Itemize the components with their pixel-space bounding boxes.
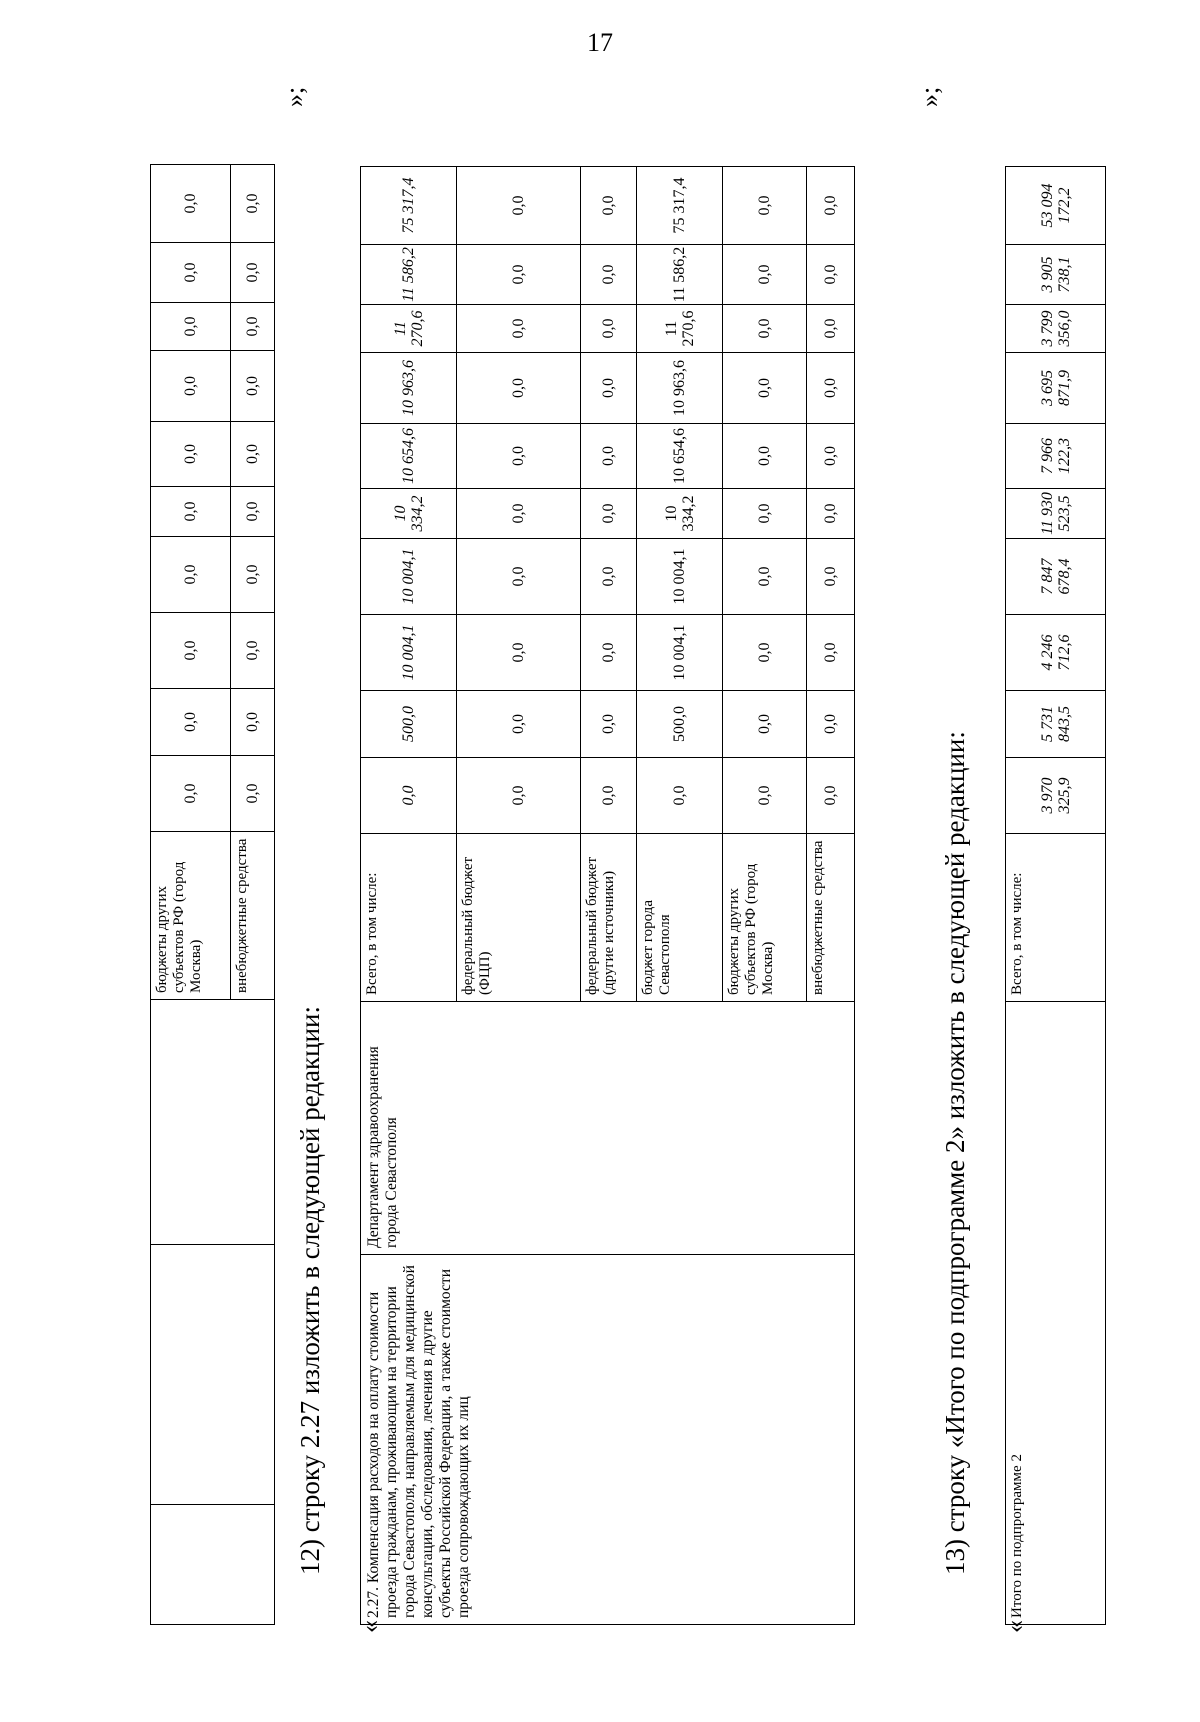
value-cell: 3 799 356,0 (1006, 305, 1106, 353)
value-cell: 0,0 (581, 167, 637, 245)
value-cell: 0,0 (723, 424, 807, 489)
value-cell: 11 586,2 (637, 245, 723, 305)
value-cell: 11 270,6 (361, 305, 457, 353)
value-cell: 10 004,1 (361, 615, 457, 691)
funding-table-continuation (150, 164, 275, 1625)
funding-source: внебюджетные средства (807, 834, 855, 1002)
value-cell: 0,0 (151, 243, 231, 303)
value-cell: 0,0 (361, 758, 457, 834)
value-cell: 10 004,1 (637, 539, 723, 615)
value-cell: 0,0 (457, 167, 581, 245)
value-cell: 0,0 (231, 422, 275, 487)
value-cell: 0,0 (581, 305, 637, 353)
value-cell: 500,0 (361, 691, 457, 758)
value-cell: 10 334,2 (361, 489, 457, 539)
value-cell: 0,0 (723, 691, 807, 758)
value-cell: 0,0 (231, 303, 275, 351)
value-cell: 0,0 (457, 615, 581, 691)
value-cell: 0,0 (457, 489, 581, 539)
page-number: 17 (587, 28, 613, 57)
amendment-heading-12: 12) строку 2.27 изложить в следующей редакции: (295, 1005, 325, 1575)
value-cell: 0,0 (807, 353, 855, 424)
funding-source: бюджеты других субъектов РФ (город Москва) (151, 832, 231, 1000)
value-cell: 0,0 (807, 424, 855, 489)
value-cell: 0,0 (231, 689, 275, 756)
closing-quote: »; (915, 86, 944, 107)
value-cell: 0,0 (807, 758, 855, 834)
value-cell: 0,0 (723, 489, 807, 539)
value-cell: 0,0 (231, 613, 275, 689)
value-cell: 0,0 (231, 537, 275, 613)
value-cell: 0,0 (581, 245, 637, 305)
value-cell: 0,0 (807, 691, 855, 758)
value-cell: 0,0 (151, 613, 231, 689)
funding-source: федеральный бюджет (другие источники) (581, 834, 637, 1002)
value-cell: 0,0 (581, 353, 637, 424)
empty-cell (151, 1000, 275, 1245)
value-cell: 7 847 678,4 (1006, 539, 1106, 615)
value-cell: 0,0 (581, 539, 637, 615)
value-cell: 3 695 871,9 (1006, 353, 1106, 424)
value-cell: 0,0 (457, 245, 581, 305)
value-cell: 0,0 (231, 756, 275, 832)
value-cell: 75 317,4 (361, 167, 457, 245)
value-cell: 0,0 (151, 422, 231, 487)
value-cell: 0,0 (151, 303, 231, 351)
value-cell: 10 963,6 (637, 353, 723, 424)
value-cell: 75 317,4 (637, 167, 723, 245)
value-cell: 0,0 (581, 691, 637, 758)
value-cell: 10 963,6 (361, 353, 457, 424)
value-cell: 3 905 738,1 (1006, 245, 1106, 305)
value-cell: 0,0 (637, 758, 723, 834)
value-cell: 0,0 (807, 167, 855, 245)
value-cell: 0,0 (807, 615, 855, 691)
value-cell: 0,0 (231, 243, 275, 303)
value-cell: 0,0 (723, 539, 807, 615)
activity-description: 2.27. Компенсация расходов на оплату стоимости проезда гражданам, проживающим на территории города Севастополя, направляемым для медицинской консультации, обследования, лечения в другие субъекты Российской Федерации, а также стоимости проезда сопровождающих их лиц (361, 1255, 855, 1625)
value-cell: 0,0 (723, 245, 807, 305)
value-cell: 0,0 (231, 487, 275, 537)
value-cell: 0,0 (151, 756, 231, 832)
executor-cell: Департамент здравоохранения города Севастополя (361, 1002, 855, 1255)
value-cell: 10 004,1 (361, 539, 457, 615)
value-cell: 3 970 325,9 (1006, 758, 1106, 834)
value-cell: 0,0 (807, 305, 855, 353)
value-cell: 0,0 (807, 245, 855, 305)
value-cell: 11 586,2 (361, 245, 457, 305)
amendment-heading-13: 13) строку «Итого по подпрограмме 2» изложить в следующей редакции: (940, 731, 970, 1575)
value-cell: 0,0 (151, 165, 231, 243)
row-2-27-table (360, 166, 855, 1625)
value-cell: 0,0 (151, 689, 231, 756)
value-cell: 0,0 (807, 539, 855, 615)
closing-quote: »; (280, 86, 309, 107)
value-cell: 0,0 (457, 353, 581, 424)
empty-cell (151, 1245, 275, 1505)
table-row (1006, 167, 1106, 1625)
table-row (151, 165, 231, 1625)
value-cell: 0,0 (151, 351, 231, 422)
value-cell: 0,0 (151, 537, 231, 613)
value-cell: 7 966 122,3 (1006, 424, 1106, 489)
funding-source: федеральный бюджет (ФЦП) (457, 834, 581, 1002)
value-cell: 0,0 (151, 487, 231, 537)
value-cell: 4 246 712,6 (1006, 615, 1106, 691)
value-cell: 53 094 172,2 (1006, 167, 1106, 245)
value-cell: 0,0 (581, 615, 637, 691)
funding-source: бюджет города Севастополя (637, 834, 723, 1002)
value-cell: 0,0 (231, 165, 275, 243)
value-cell: 500,0 (637, 691, 723, 758)
value-cell: 0,0 (723, 167, 807, 245)
value-cell: 0,0 (723, 305, 807, 353)
value-cell: 0,0 (457, 539, 581, 615)
value-cell: 10 004,1 (637, 615, 723, 691)
funding-source: внебюджетные средства (231, 832, 275, 1000)
value-cell: 0,0 (457, 758, 581, 834)
value-cell: 10 334,2 (637, 489, 723, 539)
value-cell: 11 930 523,5 (1006, 489, 1106, 539)
funding-source: Всего, в том числе: (361, 834, 457, 1002)
value-cell: 10 654,6 (637, 424, 723, 489)
empty-cell (151, 1505, 275, 1625)
value-cell: 11 270,6 (637, 305, 723, 353)
value-cell: 0,0 (723, 615, 807, 691)
value-cell: 0,0 (581, 758, 637, 834)
rotated-document-body (150, 75, 1200, 1635)
subprogram-total-table (1005, 166, 1106, 1625)
opening-quote: « (355, 1620, 384, 1633)
value-cell: 0,0 (231, 351, 275, 422)
value-cell: 0,0 (581, 424, 637, 489)
value-cell: 0,0 (457, 691, 581, 758)
value-cell: 0,0 (807, 489, 855, 539)
value-cell: 0,0 (457, 424, 581, 489)
value-cell: 0,0 (723, 353, 807, 424)
opening-quote: « (1000, 1620, 1029, 1633)
table-row (361, 167, 457, 1625)
value-cell: 5 731 843,5 (1006, 691, 1106, 758)
value-cell: 0,0 (457, 305, 581, 353)
funding-source: бюджеты других субъектов РФ (город Москва) (723, 834, 807, 1002)
funding-source: Всего, в том числе: (1006, 834, 1106, 1002)
subprogram-total-label: Итого по подпрограмме 2 (1006, 1002, 1106, 1625)
value-cell: 0,0 (581, 489, 637, 539)
value-cell: 0,0 (723, 758, 807, 834)
value-cell: 10 654,6 (361, 424, 457, 489)
